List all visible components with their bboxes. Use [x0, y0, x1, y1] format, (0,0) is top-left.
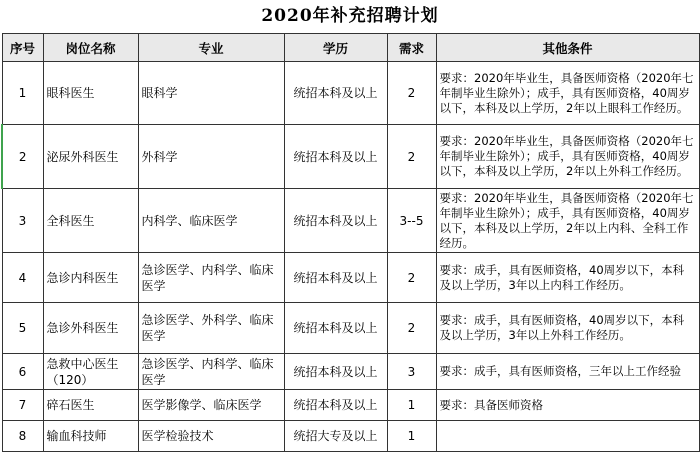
cell-position: 输血科技师 — [43, 421, 138, 452]
cell-education: 统招本科及以上 — [284, 303, 387, 354]
cell-conditions: 要求：成手，具有医师资格，三年以上工作经验 — [436, 354, 699, 390]
cell-no: 5 — [2, 303, 43, 354]
header-position: 岗位名称 — [43, 34, 138, 62]
cell-education: 统招本科及以上 — [284, 62, 387, 125]
cell-major: 急诊医学、内科学、临床医学 — [138, 253, 284, 303]
cell-conditions — [436, 421, 699, 452]
cell-education: 统招本科及以上 — [284, 189, 387, 253]
header-major: 专业 — [138, 34, 284, 62]
cell-demand: 2 — [387, 253, 436, 303]
cell-conditions: 要求：成手，具有医师资格，40周岁以下，本科及以上学历，3年以上内科工作经历。 — [436, 253, 699, 303]
cell-no: 6 — [2, 354, 43, 390]
cell-position: 急诊内科医生 — [43, 253, 138, 303]
cell-education: 统招本科及以上 — [284, 125, 387, 189]
cell-conditions: 要求：2020年毕业生，具备医师资格（2020年七年制毕业生除外）；成手，具有医师资格，40周岁以下，本科及以上学历，2年以上外科工作经历。 — [436, 125, 699, 189]
table-row — [2, 303, 699, 354]
table-row — [2, 421, 699, 452]
cell-no: 4 — [2, 253, 43, 303]
cell-major: 外科学 — [138, 125, 284, 189]
cell-major: 医学检验技术 — [138, 421, 284, 452]
cell-education: 统招大专及以上 — [284, 421, 387, 452]
cell-position: 眼科医生 — [43, 62, 138, 125]
cell-no: 2 — [2, 125, 43, 189]
table-row — [2, 354, 699, 390]
page-title: 2020年补充招聘计划 — [261, 6, 439, 26]
cell-demand: 1 — [387, 390, 436, 421]
table-row — [2, 253, 699, 303]
cell-conditions: 要求：2020年毕业生，具备医师资格（2020年七年制毕业生除外）；成手，具有医师资格，40周岁以下，本科及以上学历，2年以上内科、全科工作经历。 — [436, 189, 699, 253]
cell-education: 统招本科及以上 — [284, 354, 387, 390]
cell-position: 急诊外科医生 — [43, 303, 138, 354]
cell-no: 7 — [2, 390, 43, 421]
cell-position: 急救中心医生（120） — [43, 354, 138, 390]
cell-no: 1 — [2, 62, 43, 125]
cell-position: 泌尿外科医生 — [43, 125, 138, 189]
cell-conditions: 要求：成手，具有医师资格，40周岁以下，本科及以上学历，3年以上外科工作经历。 — [436, 303, 699, 354]
cell-education: 统招本科及以上 — [284, 390, 387, 421]
header-conditions: 其他条件 — [436, 34, 699, 62]
cell-major: 眼科学 — [138, 62, 284, 125]
cell-demand: 3--5 — [387, 189, 436, 253]
table-row — [2, 189, 699, 253]
table-row — [2, 125, 699, 189]
cell-position: 碎石医生 — [43, 390, 138, 421]
header-demand: 需求 — [387, 34, 436, 62]
recruitment-table — [1, 33, 700, 452]
cell-conditions: 要求：具备医师资格 — [436, 390, 699, 421]
cell-no: 3 — [2, 189, 43, 253]
cell-major: 内科学、临床医学 — [138, 189, 284, 253]
table-row — [2, 62, 699, 125]
cell-position: 全科医生 — [43, 189, 138, 253]
cell-demand: 2 — [387, 303, 436, 354]
table-row — [2, 390, 699, 421]
header-education: 学历 — [284, 34, 387, 62]
header-no: 序号 — [2, 34, 43, 62]
cell-major: 急诊医学、内科学、临床医学 — [138, 354, 284, 390]
cell-demand: 3 — [387, 354, 436, 390]
table-header-row — [2, 34, 699, 62]
cell-demand: 1 — [387, 421, 436, 452]
cell-conditions: 要求：2020年毕业生，具备医师资格（2020年七年制毕业生除外）；成手，具有医师资格，40周岁以下，本科及以上学历，2年以上眼科工作经历。 — [436, 62, 699, 125]
cell-no: 8 — [2, 421, 43, 452]
cell-education: 统招本科及以上 — [284, 253, 387, 303]
cell-major: 急诊医学、外科学、临床医学 — [138, 303, 284, 354]
cell-major: 医学影像学、临床医学 — [138, 390, 284, 421]
cell-demand: 2 — [387, 125, 436, 189]
cell-demand: 2 — [387, 62, 436, 125]
